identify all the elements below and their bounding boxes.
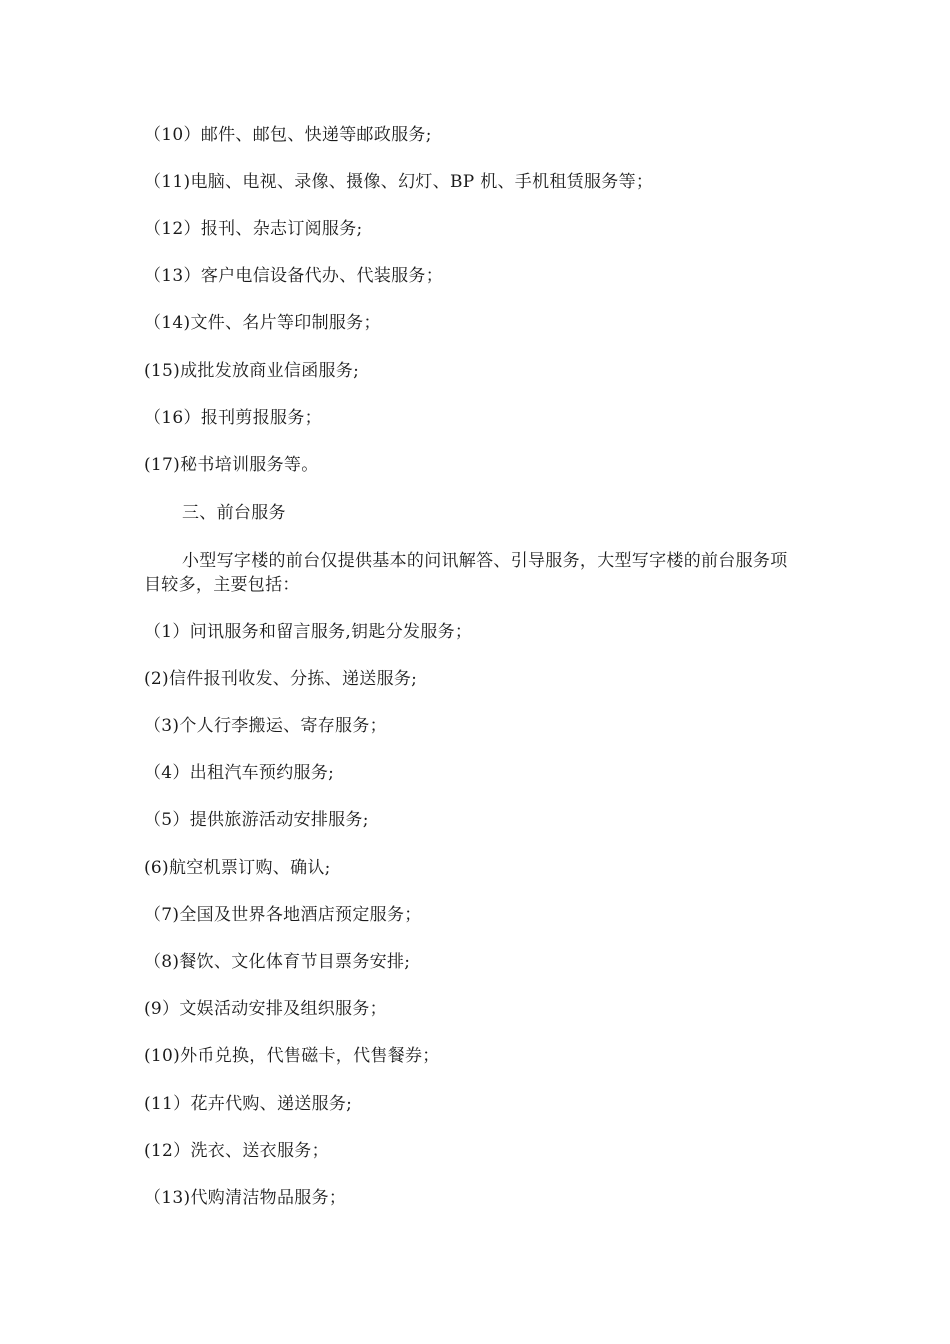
- list-item: （13)代购清洁物品服务；: [144, 1188, 347, 1208]
- list-item: (17)秘书培训服务等。: [144, 455, 319, 475]
- list-item: （14)文件、名片等印制服务；: [144, 313, 381, 333]
- list-item: (15)成批发放商业信函服务;: [144, 361, 360, 381]
- list-item: （7)全国及世界各地酒店预定服务；: [144, 905, 422, 925]
- list-item: （10）邮件、邮包、快递等邮政服务;: [144, 125, 432, 145]
- list-item: (12）洗衣、送衣服务；: [144, 1141, 329, 1161]
- list-item: （13）客户电信设备代办、代装服务；: [144, 266, 444, 286]
- list-item: （3)个人行李搬运、寄存服务；: [144, 716, 387, 736]
- list-item: （8)餐饮、文化体育节目票务安排;: [144, 952, 411, 972]
- list-item: （16）报刊剪报服务；: [144, 408, 322, 428]
- list-item: (10)外币兑换，代售磁卡，代售餐券；: [144, 1046, 440, 1066]
- list-item: （4）出租汽车预约服务;: [144, 763, 335, 783]
- section-heading: 三、前台服务: [182, 503, 286, 523]
- list-item: (9）文娱活动安排及组织服务；: [144, 999, 387, 1019]
- list-item: (11）花卉代购、递送服务;: [144, 1094, 353, 1114]
- list-item: （1）问讯服务和留言服务,钥匙分发服务；: [144, 622, 473, 642]
- list-item: （12）报刊、杂志订阅服务;: [144, 219, 363, 239]
- list-item: （5）提供旅游活动安排服务;: [144, 810, 369, 830]
- list-item: (2)信件报刊收发、分拣、递送服务;: [144, 669, 418, 689]
- list-item: （11)电脑、电视、录像、摄像、幻灯、BP 机、手机租赁服务等；: [144, 172, 654, 192]
- intro-paragraph: 小型写字楼的前台仅提供基本的问讯解答、引导服务，大型写字楼的前台服务项目较多，主要包括：: [144, 551, 788, 595]
- list-item: (6)航空机票订购、确认;: [144, 858, 331, 878]
